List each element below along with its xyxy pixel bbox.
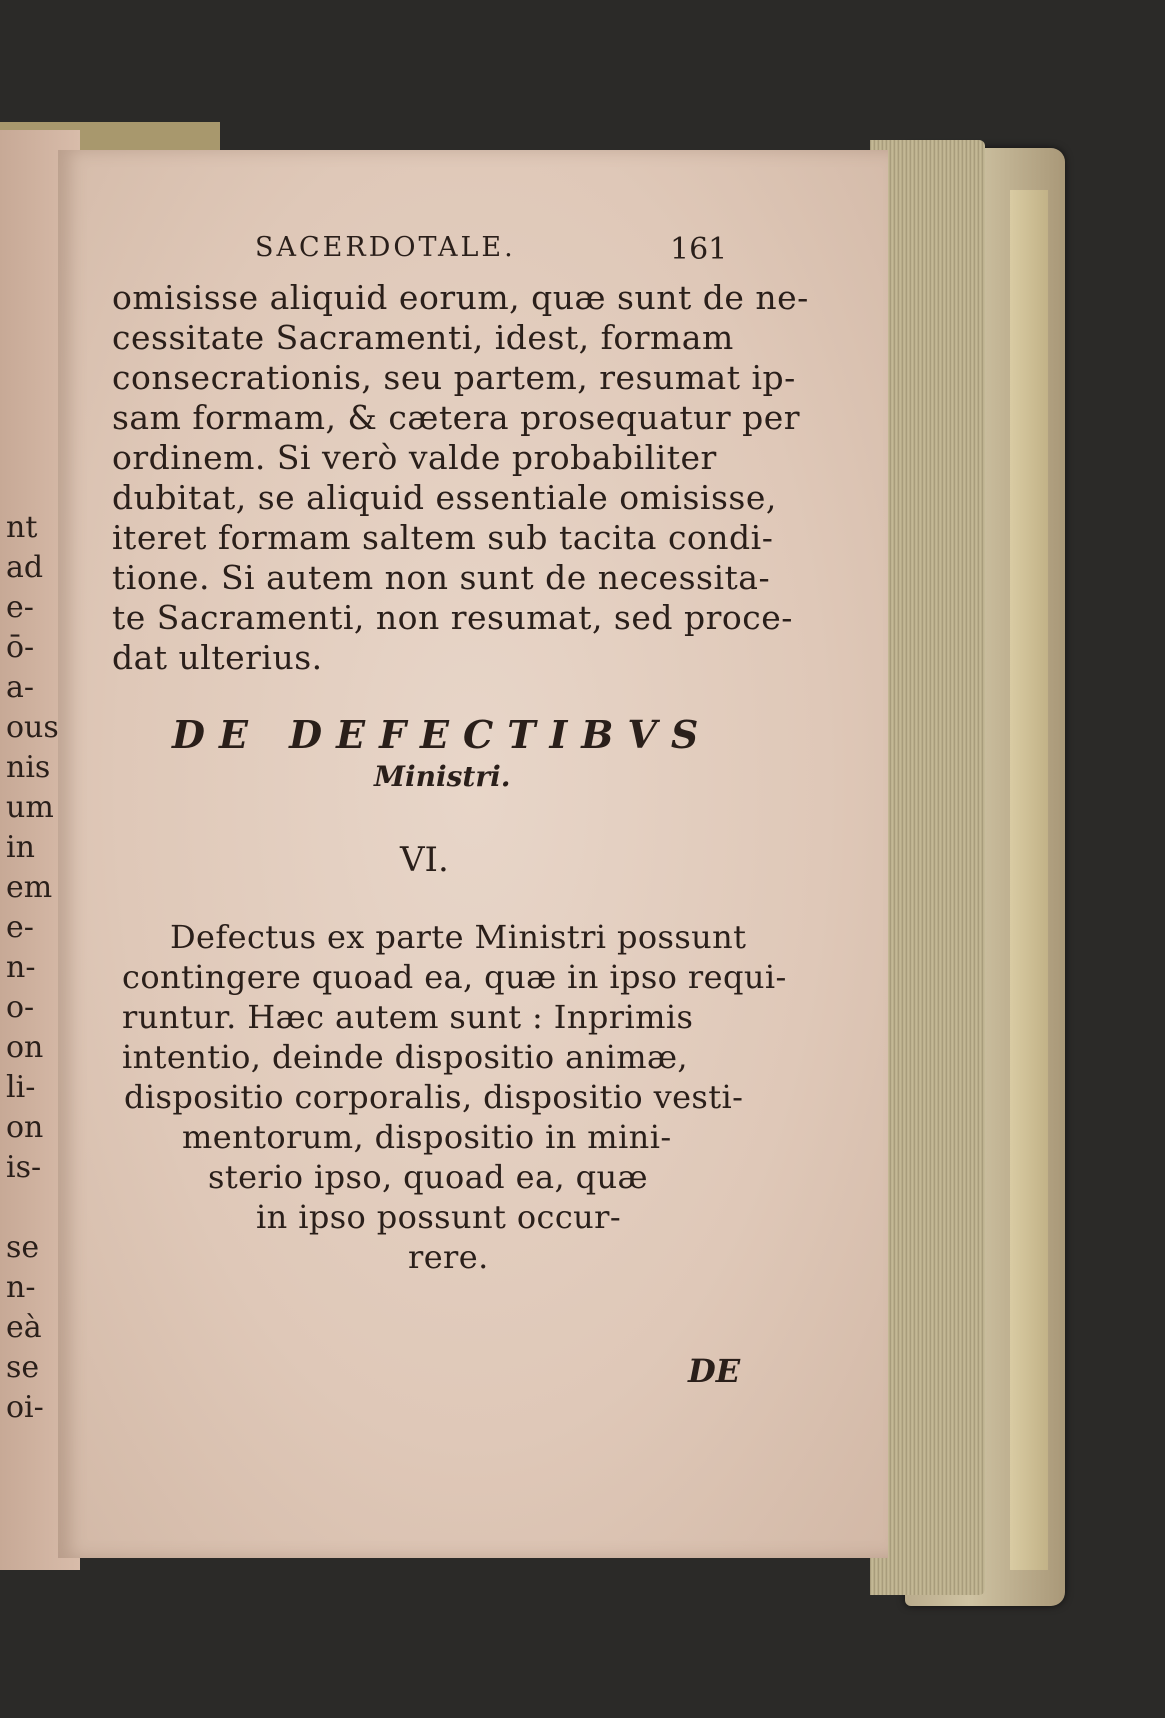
text-line: iteret formam saltem sub tacita condi-: [112, 518, 774, 557]
text-line: tione. Si autem non sunt de necessita-: [112, 558, 771, 597]
text-line: dispositio corporalis, dispositio vesti-: [124, 1078, 744, 1116]
left-page-fragment: nis: [6, 750, 51, 785]
left-page-fragment: in: [6, 830, 35, 865]
text-line: cessitate Sacramenti, idest, formam: [112, 318, 734, 357]
left-page-fragment: eà: [6, 1310, 42, 1345]
section-subheading: Ministri.: [374, 760, 511, 793]
text-line: sterio ipso, quoad ea, quæ: [208, 1158, 648, 1196]
text-line: consecrationis, seu partem, resumat ip-: [112, 358, 796, 397]
text-line: omisisse aliquid eorum, quæ sunt de ne-: [112, 278, 809, 317]
text-line: te Sacramenti, non resumat, sed proce-: [112, 598, 793, 637]
catchword: DE: [688, 1352, 741, 1390]
text-line: in ipso possunt occur-: [256, 1198, 622, 1236]
left-page-fragment: n-: [6, 1270, 36, 1305]
left-page-fragment: o-: [6, 990, 35, 1025]
left-page-fragment: ō-: [6, 630, 35, 665]
text-line: dat ulterius.: [112, 638, 323, 677]
text-line: Defectus ex parte Ministri possunt: [170, 918, 747, 956]
text-line: runtur. Hæc autem sunt : Inprimis: [122, 998, 694, 1036]
left-page-fragment: oi-: [6, 1390, 44, 1425]
left-page-fragment: n-: [6, 950, 36, 985]
left-page-fragment: ad: [6, 550, 44, 585]
left-page-fragment: e-: [6, 910, 34, 945]
text-line: mentorum, dispositio in mini-: [182, 1118, 672, 1156]
left-page-fragment: se: [6, 1230, 40, 1265]
text-line: intentio, deinde dispositio animæ,: [122, 1038, 689, 1076]
left-page-fragment: is-: [6, 1150, 42, 1185]
left-page-fragment: a-: [6, 670, 35, 705]
text-line: ordinem. Si verò valde probabiliter: [112, 438, 717, 477]
left-page-fragment: um: [6, 790, 54, 825]
left-page-fragment: li-: [6, 1070, 36, 1105]
section-heading: DE DEFECTIBVS: [172, 712, 713, 757]
page-number: 161: [670, 232, 728, 267]
left-page-fragment: e-: [6, 590, 34, 625]
running-head: SACERDOTALE.: [255, 232, 516, 263]
cover-turn-in: [1010, 190, 1048, 1570]
left-page-fragment: nt: [6, 510, 38, 545]
left-page-fragment: se: [6, 1350, 40, 1385]
left-page-fragment: ous: [6, 710, 59, 745]
text-line: contingere quoad ea, quæ in ipso requi-: [122, 958, 787, 996]
section-number: VI.: [400, 840, 449, 880]
text-line: sam formam, & cætera prosequatur per: [112, 398, 801, 437]
left-page-fragment: on: [6, 1030, 44, 1065]
text-line: dubitat, se aliquid essentiale omisisse,: [112, 478, 777, 517]
text-line: rere.: [408, 1238, 489, 1276]
left-page-fragment: em: [6, 870, 53, 905]
left-page-fragment: on: [6, 1110, 44, 1145]
